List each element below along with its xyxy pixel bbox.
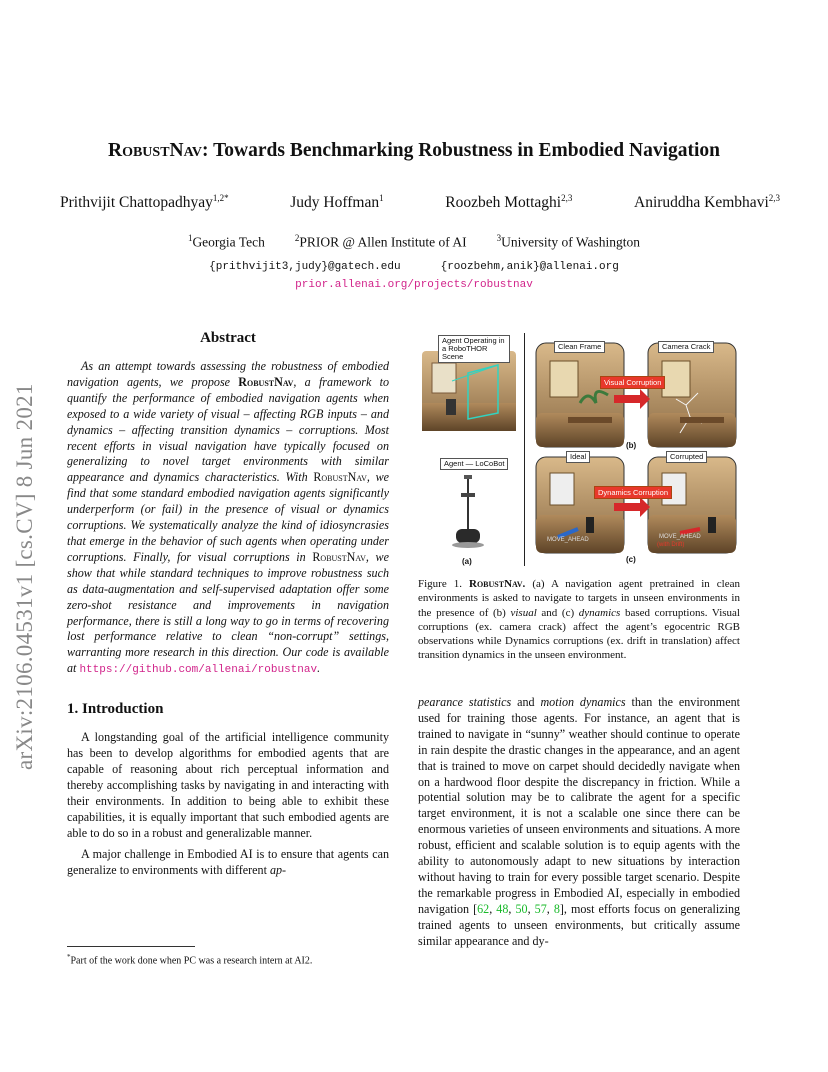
project-url-link[interactable]: prior.allenai.org/projects/robustnav	[295, 279, 533, 291]
paragraph-part: A major challenge in Embodied AI is to ensure that agents can generalize to environments with different	[67, 847, 389, 878]
abstract-name: RobustNav	[238, 374, 294, 389]
locobot-robot-image	[452, 475, 484, 548]
affiliation-name: University of Washington	[501, 234, 641, 250]
title-name: RobustNav	[108, 140, 203, 161]
robothor-scene-image	[422, 351, 516, 431]
agent-scene-label: Agent Operating in a RoboTHOR Scene	[438, 335, 510, 363]
author-list	[60, 193, 780, 212]
figure-caption	[418, 577, 740, 663]
paragraph-part: than the environment used for training those agents. For instance, an agent that is trained to navigate in “sunny” weather should continue to operate in rain despite the drastic changes in the appearance, and an agent that is trained to move on carpet should decidedly navigate when on a hardwood floor despite the discrepancy in friction. While a potential solution may be to calibrate the agent for a specific target environment, it is not a scalable one since there can be enormous varieties of unseen environments and situations. A more robust, efficient and scalable solution is to equip agents with the ability to autonomously adapt to new situations by interaction without having to train for every possible target scenario. Despite the remarkable progress in Embodied AI, especially in embodied navigation [	[418, 695, 740, 916]
affiliation-name: Georgia Tech	[192, 234, 265, 250]
author	[60, 193, 229, 212]
caption-part: visual	[510, 606, 537, 619]
author-name: Prithvijit Chattopadhyay	[60, 194, 213, 212]
paper-title	[0, 140, 828, 162]
author-name: Judy Hoffman	[290, 194, 380, 212]
paragraph	[67, 847, 389, 879]
paragraph-part: motion dynamics	[540, 695, 626, 709]
camera-crack-label: Camera Crack	[658, 341, 714, 353]
affiliation	[188, 233, 265, 251]
caption-part: dynamics	[578, 606, 621, 619]
agent-locobot-label: Agent — LoCoBot	[440, 458, 508, 470]
footnote-text: Part of the work done when PC was a research intern at AI2.	[70, 955, 313, 967]
paragraph-part: ], most efforts focus on generalizing trained agents to unseen environments, but critically assume similar appearance and dy-	[418, 901, 741, 948]
abstract-text	[67, 359, 389, 679]
clean-frame-label: Clean Frame	[554, 341, 605, 353]
paragraph: pearance statistics and motion dynamics than the environment used for training those agents. For instance, an agent that is trained to navigate in “sunny” weather should continue to operate in rain despite the drastic changes in the appearance, and an agent that is trained to move on carpet should decidedly navigate when on a hardwood floor despite the discrepancy in friction. While a potential solution may be to calibrate the agent for a specific target environment, it is not a scalable one since there can be enormous varieties of unseen environments and situations. A more robust, efficient and scalable solution is to equip agents with the ability to autonomously adapt to new situations by interaction without having to train for every possible target scenario. Despite the remarkable progress in Embodied AI, especially in embodied navigation [62, 48, 50, 57, 8], most efforts focus on generalizing trained agents to unseen environments, but critically assume similar appearance and dy-	[418, 695, 741, 948]
paragraph-part: and	[511, 695, 541, 709]
caption-part: Figure 1.	[418, 578, 470, 590]
left-column	[67, 330, 389, 885]
citation-link[interactable]: 50	[515, 901, 528, 916]
author-sup: 1	[379, 193, 384, 203]
affiliation	[497, 233, 640, 251]
tag-b: (b)	[626, 441, 637, 450]
footnote-rule	[67, 946, 195, 947]
affiliation-sup: 2	[294, 233, 300, 243]
with-drift-label: (with Drift)	[657, 542, 685, 548]
visual-corruption-label: Visual Corruption	[600, 376, 665, 389]
figure-divider	[524, 333, 525, 566]
author-sup: 1,2*	[212, 193, 229, 203]
abstract-name: RobustNav	[312, 549, 366, 564]
emails	[0, 261, 828, 273]
paragraph-part: ap-	[269, 863, 287, 878]
caption-part: and (c)	[536, 606, 579, 619]
clean-frame-image	[536, 343, 624, 447]
affiliation-sup: 1	[187, 233, 193, 243]
email[interactable]: {roozbehm,anik}@allenai.org	[440, 261, 619, 273]
abstract-part: , a framework to quantify the performance of embodied navigation agents when exposed to a wide variety of visual – affecting RGB inputs – and dynamics – affecting transition dynamics – corruptions. Most recent efforts in visual navigation have typically focused on generalizing to novel target environments with similar appearance and dynamics characteristics. With	[67, 374, 390, 485]
caption-part: (a) A navigation agent pretrained in clean environments is asked to navigate to targets in unseen environments in the presence of (b)	[418, 578, 740, 619]
affiliations	[0, 233, 828, 251]
paragraph-part: pearance statistics	[418, 695, 512, 709]
move-ahead-label: MOVE_AHEAD	[547, 537, 589, 543]
tag-c: (c)	[626, 555, 636, 564]
citation-link[interactable]: 62	[477, 901, 490, 916]
author-sup: 2,3	[561, 193, 573, 203]
abstract-name: RobustNav	[313, 470, 367, 485]
tag-a: (a)	[462, 557, 472, 566]
corrupted-label: Corrupted	[666, 451, 707, 463]
citation-link[interactable]: 48	[496, 901, 509, 916]
abstract-part: .	[317, 661, 321, 676]
caption-name: RobustNav.	[469, 578, 526, 590]
figure-1	[418, 333, 740, 571]
citation-link[interactable]: 8	[553, 901, 560, 916]
author	[445, 193, 572, 212]
author	[634, 193, 780, 212]
author-name: Roozbeh Mottaghi	[445, 194, 562, 212]
affiliation-sup: 3	[496, 233, 502, 243]
arxiv-stamp: arXiv:2106.04531v1 [cs.CV] 8 Jun 2021	[12, 383, 37, 770]
email[interactable]: {prithvijit3,judy}@gatech.edu	[209, 261, 401, 273]
abstract-heading: Abstract	[200, 330, 256, 346]
camera-crack-image	[648, 343, 736, 447]
author-sup: 2,3	[768, 193, 780, 203]
citation-link[interactable]: 57	[534, 901, 547, 916]
footnote	[67, 953, 389, 966]
caption-part: based corruptions. Visual corruptions (ex. camera crack) affect the agent’s egocentric RGB observations while Dynamics corruptions (ex. drift in translation) affect transition dynamics in the unseen environment.	[418, 606, 740, 662]
abstract-part: As an attempt towards assessing the robustness of embodied navigation agents, we propose	[67, 359, 389, 389]
affiliation	[295, 233, 467, 251]
author-name: Aniruddha Kembhavi	[634, 194, 769, 212]
dynamics-corruption-label: Dynamics Corruption	[594, 486, 672, 499]
title-rest: : Towards Benchmarking Robustness in Embodied Navigation	[202, 140, 720, 161]
footnote-mark: *	[67, 953, 71, 961]
author	[290, 193, 383, 212]
affiliation-name: PRIOR @ Allen Institute of AI	[299, 234, 467, 250]
section-heading: 1. Introduction	[67, 701, 164, 718]
move-ahead-label: MOVE_AHEAD	[659, 534, 701, 540]
code-link[interactable]: https://github.com/allenai/robustnav	[79, 664, 318, 677]
ideal-label: Ideal	[566, 451, 590, 463]
abstract-part: , we show that while standard techniques to improve robustness such as data-augmentation and self-supervised adaptation offer some zero-shot resistance and improvements in navigation performance, there is still a long way to go in terms of recovering lost performance relative to clean “non-corrupt” settings, warranting more research in this direction. Our code is available at	[67, 549, 389, 676]
paragraph: A longstanding goal of the artificial intelligence community has been to develop algorithms for embodied agents that are capable of reasoning about rich perceptual information and thereby accomplishing tasks by navigating in and interacting with their environments. In addition to being able to exhibit these capabilities, it is equally important that such embodied agents are able to do so in a robust and generalizable manner.	[67, 730, 389, 840]
abstract-part: , we find that some standard embodied navigation agents significantly underperform (or fail) in the presence of visual or dynamics corruptions. We systematically analyze the kind of idiosyncrasies that emerge in the behavior of such agents when operating under corruptions. Finally, for visual corruptions in	[67, 470, 389, 564]
right-column	[418, 695, 740, 956]
